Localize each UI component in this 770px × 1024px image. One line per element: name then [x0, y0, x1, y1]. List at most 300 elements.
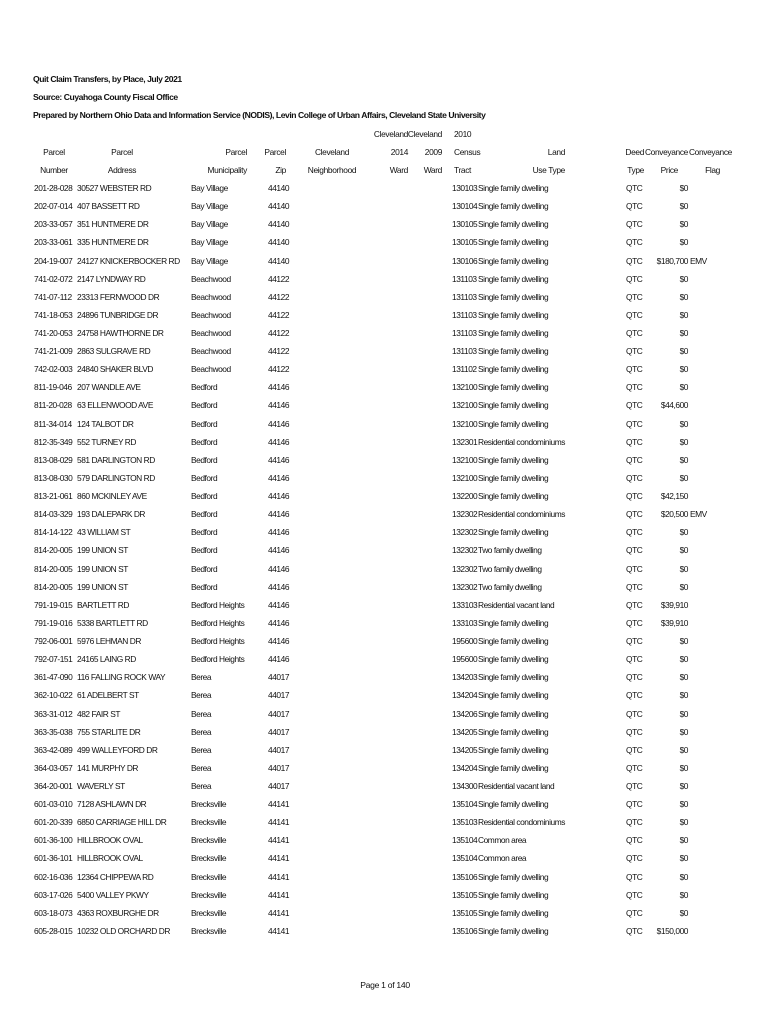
- table-row: [0, 400, 770, 418]
- cell-land-use: Two family dwelling: [478, 545, 542, 556]
- cell-parcel-number: 742-02-003: [34, 364, 73, 375]
- cell-zip: 44146: [268, 436, 290, 447]
- cell-parcel-address: 63 ELLENWOOD AVE: [77, 400, 153, 411]
- cell-zip: 44141: [268, 817, 290, 828]
- cell-zip: 44146: [268, 545, 290, 556]
- cell-price: $0: [679, 672, 688, 683]
- cell-municipality: Bay Village: [191, 183, 228, 193]
- cell-census-tract: 134204: [452, 762, 478, 773]
- cell-zip: 44141: [268, 799, 290, 810]
- cell-census-tract: 135105: [452, 889, 478, 900]
- cell-land-use: Single family dwelling: [478, 744, 549, 755]
- cell-parcel-number: 601-03-010: [34, 799, 73, 810]
- cell-census-tract: 134206: [452, 708, 478, 719]
- cell-municipality: Bay Village: [191, 237, 228, 248]
- cell-zip: 44140: [268, 201, 290, 212]
- cell-municipality: Berea: [191, 744, 212, 755]
- cell-price: $0: [679, 817, 688, 828]
- page-footer: Page 1 of 140: [360, 980, 410, 990]
- cell-parcel-address: 407 BASSETT RD: [77, 201, 140, 212]
- cell-parcel-number: 605-28-015: [34, 925, 73, 936]
- cell-census-tract: 134205: [452, 744, 478, 755]
- cell-zip: 44140: [268, 183, 290, 193]
- table-row: [0, 328, 770, 346]
- cell-deed-type: QTC: [626, 636, 643, 646]
- cell-parcel-address: 43 WILLIAM ST: [77, 527, 131, 538]
- cell-census-tract: 135106: [452, 871, 478, 882]
- cell-census-tract: 132100: [452, 454, 478, 465]
- cell-parcel-number: 741-18-053: [34, 309, 73, 320]
- cell-parcel-number: 811-20-028: [34, 400, 72, 411]
- cell-census-tract: 132302: [452, 581, 478, 592]
- cell-zip: 44141: [268, 907, 290, 918]
- cell-parcel-number: 204-19-007: [34, 255, 73, 266]
- col-parcel-address-1: Parcel: [111, 147, 133, 157]
- cell-land-use: Single family dwelling: [478, 690, 549, 701]
- report-prepared-by: Prepared by Northern Ohio Data and Information Service (NODIS), Levin College of Urban Affairs, Cleveland State University: [33, 110, 486, 120]
- cell-deed-type: QTC: [626, 654, 643, 665]
- cell-municipality: Bedford: [191, 418, 218, 429]
- cell-deed-type: QTC: [626, 907, 643, 918]
- cell-parcel-number: 601-36-101: [34, 853, 73, 864]
- cell-land-use: Single family dwelling: [478, 472, 549, 483]
- table-row: [0, 256, 770, 274]
- cell-land-use: Single family dwelling: [478, 255, 549, 266]
- cell-census-tract: 131103: [452, 346, 477, 357]
- col-ward2009-3: Ward: [423, 165, 442, 175]
- cell-parcel-address: 141 MURPHY DR: [77, 762, 139, 773]
- cell-parcel-address: 5338 BARTLETT RD: [77, 617, 148, 628]
- cell-municipality: Brecksville: [191, 907, 227, 918]
- cell-municipality: Beachwood: [191, 328, 231, 338]
- cell-census-tract: 132302: [452, 527, 478, 538]
- cell-zip: 44146: [268, 454, 290, 465]
- cell-price: $0: [679, 744, 688, 755]
- cell-deed-type: QTC: [626, 400, 643, 411]
- cell-price: $0: [679, 853, 688, 864]
- col-price-2: Price: [660, 165, 678, 175]
- cell-deed-type: QTC: [626, 545, 643, 556]
- cell-census-tract: 131102: [452, 364, 477, 375]
- cell-price: $42,150: [660, 491, 688, 501]
- cell-municipality: Bedford Heights: [191, 599, 245, 610]
- cell-parcel-number: 811-34-014: [34, 418, 72, 429]
- cell-census-tract: 134300: [452, 781, 478, 791]
- cell-parcel-address: HILLBROOK OVAL: [77, 835, 143, 846]
- cell-parcel-address: 24896 TUNBRIDGE DR: [77, 309, 159, 320]
- cell-deed-type: QTC: [626, 255, 643, 266]
- table-row: [0, 310, 770, 328]
- cell-municipality: Bedford: [191, 436, 218, 447]
- cell-census-tract: 133103: [452, 617, 478, 628]
- col-zip-2: Zip: [275, 165, 286, 175]
- table-row: [0, 527, 770, 545]
- table-row: [0, 183, 770, 201]
- cell-parcel-number: 814-20-005: [34, 581, 73, 592]
- cell-municipality: Brecksville: [191, 871, 227, 882]
- cell-census-tract: 135104: [452, 835, 478, 846]
- cell-price: $0: [679, 563, 688, 574]
- cell-deed-type: QTC: [626, 364, 643, 375]
- cell-land-use: Residential condominiums: [478, 817, 565, 828]
- cell-land-use: Single family dwelling: [478, 527, 549, 538]
- cell-deed-type: QTC: [626, 925, 643, 936]
- cell-deed-type: QTC: [626, 762, 643, 773]
- cell-land-use: Single family dwelling: [478, 654, 549, 665]
- cell-price: $0: [679, 346, 688, 357]
- cell-municipality: Bedford: [191, 545, 218, 556]
- cell-municipality: Bedford Heights: [191, 654, 245, 665]
- cell-land-use: Single family dwelling: [478, 346, 549, 357]
- cell-deed-type: QTC: [626, 491, 643, 501]
- table-row: [0, 799, 770, 817]
- cell-price: $44,600: [660, 400, 688, 411]
- cell-parcel-number: 202-07-014: [34, 201, 73, 212]
- cell-parcel-number: 603-18-073: [34, 907, 73, 918]
- cell-parcel-number: 362-10-022: [34, 690, 73, 701]
- cell-zip: 44146: [268, 491, 290, 501]
- table-row: [0, 491, 770, 509]
- cell-census-tract: 132200: [452, 491, 478, 501]
- cell-parcel-address: 499 WALLEYFORD DR: [77, 744, 158, 755]
- cell-land-use: Single family dwelling: [478, 454, 549, 465]
- cell-deed-type: QTC: [626, 817, 643, 828]
- cell-deed-type: QTC: [626, 382, 643, 393]
- cell-census-tract: 132100: [452, 382, 478, 393]
- cell-parcel-number: 792-07-151: [34, 654, 73, 665]
- cell-census-tract: 133103: [452, 599, 478, 610]
- cell-land-use: Single family dwelling: [478, 799, 549, 810]
- cell-parcel-address: 10232 OLD ORCHARD DR: [77, 925, 170, 936]
- table-row: [0, 817, 770, 835]
- cell-deed-type: QTC: [626, 690, 643, 701]
- col-land-use-1: Land: [547, 147, 565, 157]
- cell-land-use: Single family dwelling: [478, 201, 549, 212]
- table-row: [0, 727, 770, 745]
- cell-price: $20,500: [660, 509, 688, 520]
- cell-municipality: Beachwood: [191, 309, 231, 320]
- col-zip-1: Parcel: [264, 147, 286, 157]
- cell-land-use: Single family dwelling: [478, 183, 549, 193]
- cell-census-tract: 135103: [452, 817, 478, 828]
- table-row: [0, 781, 770, 799]
- cell-municipality: Bay Village: [191, 201, 228, 212]
- cell-parcel-address: BARTLETT RD: [77, 599, 129, 610]
- cell-zip: 44017: [268, 672, 290, 683]
- col-price-1: Conveyance: [644, 147, 688, 157]
- table-row: [0, 745, 770, 763]
- report-title: Quit Claim Transfers, by Place, July 2021: [33, 74, 182, 84]
- cell-parcel-address: 24758 HAWTHORNE DR: [77, 328, 164, 338]
- cell-deed-type: QTC: [626, 418, 643, 429]
- cell-price: $150,000: [656, 925, 688, 936]
- cell-census-tract: 130106: [452, 255, 478, 266]
- table-row: [0, 908, 770, 926]
- cell-census-tract: 130105: [452, 237, 478, 248]
- cell-census-tract: 131103: [452, 309, 477, 320]
- col-land-use-2: Use Type: [532, 165, 565, 175]
- cell-zip: 44017: [268, 726, 290, 737]
- cell-parcel-number: 363-35-038: [34, 726, 73, 737]
- cell-census-tract: 132302: [452, 563, 478, 574]
- cell-land-use: Residential condominiums: [478, 509, 565, 520]
- cell-parcel-number: 813-08-029: [34, 454, 73, 465]
- cell-parcel-address: 199 UNION ST: [77, 581, 128, 592]
- table-row: [0, 926, 770, 944]
- cell-deed-type: QTC: [626, 309, 643, 320]
- cell-census-tract: 134204: [452, 690, 478, 701]
- cell-land-use: Single family dwelling: [478, 636, 549, 646]
- cell-deed-type: QTC: [626, 563, 643, 574]
- cell-census-tract: 135104: [452, 853, 478, 864]
- cell-parcel-address: 193 DALEPARK DR: [77, 509, 146, 520]
- cell-zip: 44141: [268, 871, 290, 882]
- col-census-1: 2010: [454, 129, 472, 139]
- cell-municipality: Beachwood: [191, 291, 231, 302]
- cell-zip: 44122: [268, 291, 290, 302]
- table-row: [0, 872, 770, 890]
- cell-parcel-number: 364-20-001: [34, 781, 73, 791]
- cell-land-use: Single family dwelling: [478, 237, 549, 248]
- cell-parcel-address: 2147 LYNDWAY RD: [77, 273, 146, 284]
- cell-price: $0: [679, 291, 688, 302]
- cell-municipality: Bay Village: [191, 255, 228, 266]
- cell-land-use: Single family dwelling: [478, 889, 549, 900]
- col-neighborhood-2: Neighborhood: [307, 165, 357, 175]
- table-row: [0, 419, 770, 437]
- cell-census-tract: 130104: [452, 201, 478, 212]
- cell-census-tract: 134203: [452, 672, 478, 683]
- cell-municipality: Brecksville: [191, 889, 227, 900]
- cell-municipality: Bay Village: [191, 219, 228, 230]
- cell-price: $0: [679, 183, 688, 193]
- col-neighborhood-1: Cleveland: [314, 147, 350, 157]
- cell-census-tract: 132100: [452, 418, 478, 429]
- cell-land-use: Single family dwelling: [478, 400, 549, 411]
- cell-land-use: Single family dwelling: [478, 907, 549, 918]
- cell-deed-type: QTC: [626, 527, 643, 538]
- cell-parcel-address: 12364 CHIPPEWA RD: [77, 871, 154, 882]
- cell-land-use: Single family dwelling: [478, 309, 549, 320]
- cell-land-use: Residential vacant land: [478, 781, 555, 791]
- cell-zip: 44141: [268, 889, 290, 900]
- cell-land-use: Single family dwelling: [478, 708, 549, 719]
- cell-price: $0: [679, 708, 688, 719]
- cell-deed-type: QTC: [626, 617, 643, 628]
- table-row: [0, 618, 770, 636]
- cell-price: $0: [679, 472, 688, 483]
- cell-price: $0: [679, 364, 688, 375]
- table-row: [0, 201, 770, 219]
- cell-zip: 44122: [268, 273, 290, 284]
- cell-price: $0: [679, 654, 688, 665]
- cell-parcel-number: 364-03-057: [34, 762, 73, 773]
- cell-zip: 44017: [268, 690, 290, 701]
- cell-municipality: Brecksville: [191, 799, 227, 810]
- cell-parcel-address: 579 DARLINGTON RD: [77, 472, 155, 483]
- cell-parcel-number: 363-42-089: [34, 744, 73, 755]
- cell-parcel-address: 755 STARLITE DR: [77, 726, 141, 737]
- cell-census-tract: 195600: [452, 654, 478, 665]
- cell-parcel-number: 203-33-057: [34, 219, 73, 230]
- cell-zip: 44146: [268, 654, 290, 665]
- cell-zip: 44141: [268, 835, 290, 846]
- cell-municipality: Bedford: [191, 400, 218, 411]
- cell-parcel-number: 814-14-122: [34, 527, 73, 538]
- col-deed-2: Type: [627, 165, 644, 175]
- cell-municipality: Bedford: [191, 382, 218, 393]
- cell-price: $0: [679, 309, 688, 320]
- cell-price: $0: [679, 418, 688, 429]
- cell-census-tract: 195600: [452, 636, 478, 646]
- cell-price: $180,700: [656, 255, 688, 266]
- table-row: [0, 545, 770, 563]
- cell-parcel-address: 581 DARLINGTON RD: [77, 454, 155, 465]
- table-row: [0, 346, 770, 364]
- cell-zip: 44146: [268, 617, 290, 628]
- cell-census-tract: 134205: [452, 726, 478, 737]
- cell-parcel-address: 860 MCKINLEY AVE: [77, 491, 147, 501]
- table-row: [0, 853, 770, 871]
- cell-deed-type: QTC: [626, 726, 643, 737]
- col-municipality-1: Parcel: [225, 147, 247, 157]
- cell-municipality: Brecksville: [191, 835, 227, 846]
- table-row: [0, 455, 770, 473]
- table-row: [0, 636, 770, 654]
- cell-parcel-address: 7128 ASHLAWN DR: [77, 799, 147, 810]
- cell-municipality: Brecksville: [191, 817, 227, 828]
- cell-zip: 44146: [268, 418, 290, 429]
- col-census-3: Tract: [454, 165, 472, 175]
- cell-municipality: Bedford: [191, 472, 218, 483]
- cell-parcel-number: 601-20-339: [34, 817, 73, 828]
- cell-deed-type: QTC: [626, 472, 643, 483]
- cell-price: $0: [679, 835, 688, 846]
- cell-municipality: Brecksville: [191, 853, 227, 864]
- cell-parcel-address: 5976 LEHMAN DR: [77, 636, 141, 646]
- cell-deed-type: QTC: [626, 781, 643, 791]
- cell-land-use: Single family dwelling: [478, 219, 549, 230]
- cell-price: $0: [679, 237, 688, 248]
- cell-parcel-address: 351 HUNTMERE DR: [77, 219, 149, 230]
- cell-municipality: Berea: [191, 726, 212, 737]
- cell-price: $0: [679, 907, 688, 918]
- table-row: [0, 763, 770, 781]
- cell-parcel-number: 813-08-030: [34, 472, 73, 483]
- cell-zip: 44017: [268, 708, 290, 719]
- cell-price: $0: [679, 436, 688, 447]
- cell-land-use: Single family dwelling: [478, 328, 549, 338]
- cell-land-use: Single family dwelling: [478, 291, 549, 302]
- cell-deed-type: QTC: [626, 581, 643, 592]
- table-row: [0, 382, 770, 400]
- cell-parcel-address: 552 TURNEY RD: [77, 436, 137, 447]
- cell-municipality: Bedford: [191, 527, 218, 538]
- cell-land-use: Two family dwelling: [478, 581, 542, 592]
- cell-deed-type: QTC: [626, 599, 643, 610]
- cell-municipality: Berea: [191, 672, 212, 683]
- cell-parcel-number: 201-28-028: [34, 183, 73, 193]
- cell-price: $0: [679, 889, 688, 900]
- table-row: [0, 690, 770, 708]
- cell-census-tract: 132301: [452, 436, 478, 447]
- col-parcel-number-2: Number: [40, 165, 68, 175]
- cell-price: $0: [679, 581, 688, 592]
- cell-price: $0: [679, 762, 688, 773]
- cell-parcel-address: 24127 KNICKERBOCKER RD: [77, 255, 180, 266]
- cell-parcel-number: 363-31-012: [34, 708, 73, 719]
- cell-zip: 44122: [268, 328, 290, 338]
- cell-parcel-number: 791-19-016: [34, 617, 73, 628]
- col-flag-1: Conveyance: [688, 147, 732, 157]
- cell-municipality: Bedford: [191, 509, 218, 520]
- cell-municipality: Bedford Heights: [191, 636, 245, 646]
- cell-deed-type: QTC: [626, 219, 643, 230]
- cell-deed-type: QTC: [626, 889, 643, 900]
- cell-zip: 44146: [268, 563, 290, 574]
- cell-parcel-address: HILLBROOK OVAL: [77, 853, 143, 864]
- cell-deed-type: QTC: [626, 871, 643, 882]
- cell-price: $0: [679, 636, 688, 646]
- cell-census-tract: 132100: [452, 400, 478, 411]
- table-row: [0, 600, 770, 618]
- cell-flag: EMV: [690, 255, 707, 266]
- cell-deed-type: QTC: [626, 183, 643, 193]
- cell-zip: 44017: [268, 762, 290, 773]
- cell-municipality: Bedford Heights: [191, 617, 245, 628]
- cell-price: $0: [679, 454, 688, 465]
- cell-deed-type: QTC: [626, 454, 643, 465]
- cell-zip: 44146: [268, 581, 290, 592]
- cell-municipality: Bedford: [191, 563, 218, 574]
- cell-deed-type: QTC: [626, 328, 643, 338]
- cell-zip: 44146: [268, 527, 290, 538]
- cell-parcel-address: 335 HUNTMERE DR: [77, 237, 149, 248]
- cell-price: $0: [679, 219, 688, 230]
- table-row: [0, 672, 770, 690]
- cell-land-use: Single family dwelling: [478, 871, 549, 882]
- cell-price: $0: [679, 201, 688, 212]
- cell-municipality: Berea: [191, 708, 212, 719]
- report-source: Source: Cuyahoga County Fiscal Office: [33, 92, 178, 102]
- cell-deed-type: QTC: [626, 853, 643, 864]
- cell-land-use: Single family dwelling: [478, 273, 549, 284]
- table-row: [0, 709, 770, 727]
- cell-census-tract: 131103: [452, 291, 477, 302]
- cell-land-use: Single family dwelling: [478, 617, 549, 628]
- col-flag-2: Flag: [705, 165, 720, 175]
- table-row: [0, 654, 770, 672]
- col-municipality-2: Municipality: [207, 165, 247, 175]
- cell-parcel-number: 814-20-005: [34, 563, 73, 574]
- cell-land-use: Two family dwelling: [478, 563, 542, 574]
- cell-price: $0: [679, 328, 688, 338]
- cell-price: $0: [679, 726, 688, 737]
- cell-land-use: Single family dwelling: [478, 672, 549, 683]
- cell-municipality: Bedford: [191, 491, 218, 501]
- cell-deed-type: QTC: [626, 672, 643, 683]
- cell-deed-type: QTC: [626, 346, 643, 357]
- cell-zip: 44140: [268, 237, 290, 248]
- cell-municipality: Berea: [191, 781, 212, 791]
- cell-deed-type: QTC: [626, 201, 643, 212]
- cell-zip: 44122: [268, 309, 290, 320]
- cell-parcel-address: 4363 ROXBURGHE DR: [77, 907, 159, 918]
- cell-parcel-number: 814-20-005: [34, 545, 73, 556]
- cell-municipality: Beachwood: [191, 273, 231, 284]
- table-row: [0, 364, 770, 382]
- cell-census-tract: 131103: [452, 328, 477, 338]
